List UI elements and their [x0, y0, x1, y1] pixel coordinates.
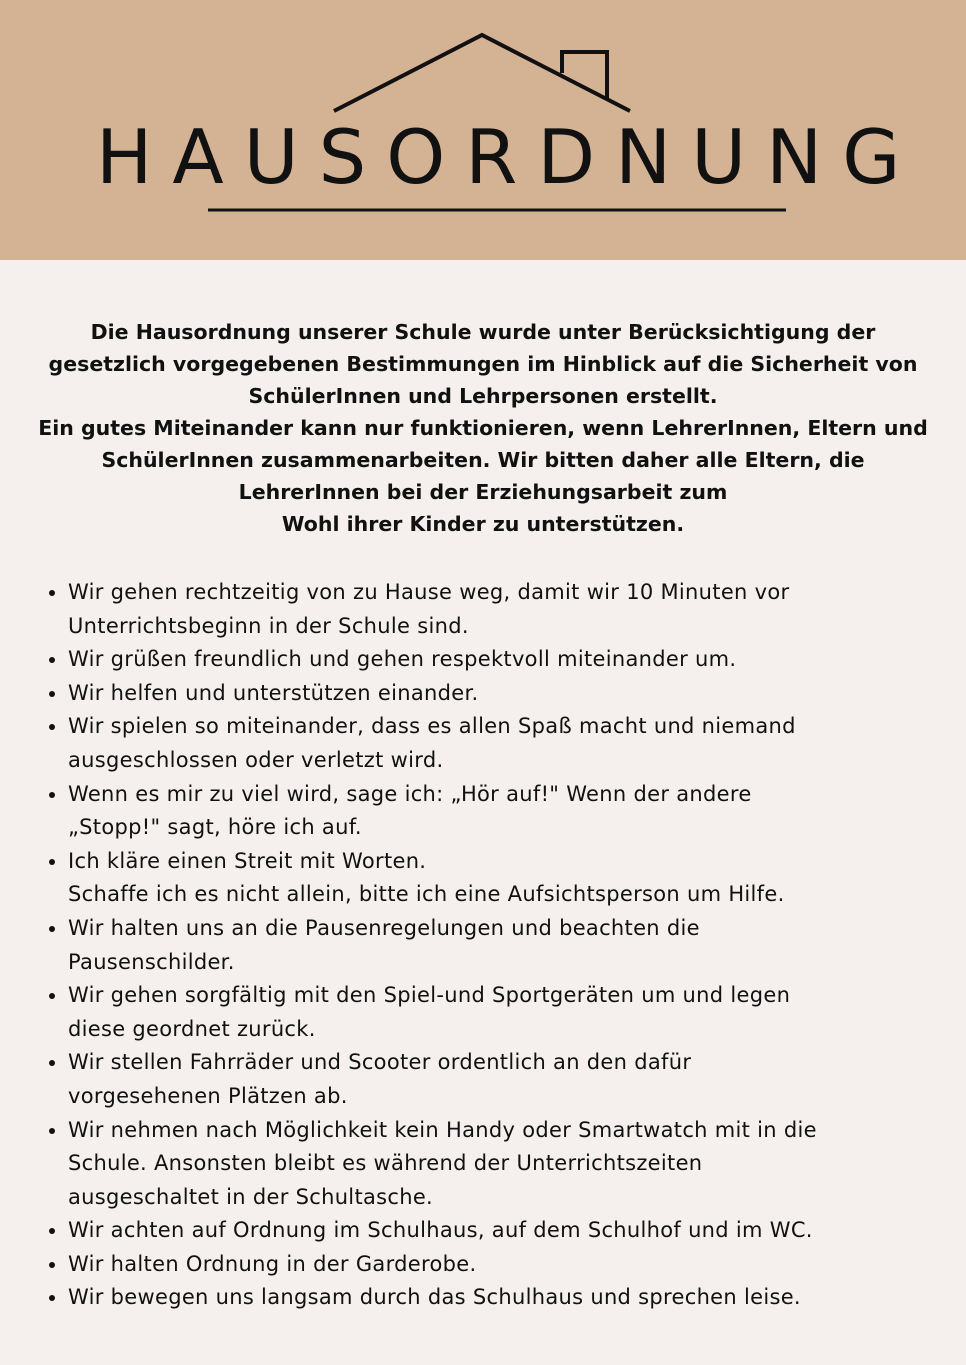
- page-title: HAUSORDNUNG: [96, 113, 921, 201]
- rule-line: • Wir gehen sorgfältig mit den Spiel-und Sportgeräten um und legen: [68, 983, 791, 1008]
- intro-line: SchülerInnen und Lehrpersonen erstellt.: [248, 384, 718, 408]
- rule-line: Schaffe ich es nicht allein, bitte ich eine Aufsichtsperson um Hilfe.: [68, 882, 785, 907]
- rule-item: [68, 1248, 966, 1282]
- rule-line: ausgeschaltet in der Schultasche.: [68, 1184, 434, 1209]
- intro-line: gesetzlich vorgegebenen Bestimmungen im Hinblick auf die Sicherheit von: [48, 352, 918, 376]
- rule-line: • Ich kläre einen Streit mit Worten.: [68, 848, 427, 873]
- rule-line: diese geordnet zurück.: [68, 1016, 316, 1041]
- rule-line: Unterrichtsbeginn in der Schule sind.: [68, 613, 469, 638]
- rule-item: [68, 710, 966, 777]
- intro-line: LehrerInnen bei der Erziehungsarbeit zum: [238, 480, 728, 504]
- rule-line: „Stopp!" sagt, höre ich auf.: [68, 815, 362, 840]
- rule-line: • Wir grüßen freundlich und gehen respektvoll miteinander um.: [68, 647, 737, 672]
- intro-paragraph: [20, 316, 946, 540]
- rule-item: [68, 912, 966, 979]
- rule-line: • Wir gehen rechtzeitig von zu Hause weg, damit wir 10 Minuten vor: [68, 580, 790, 604]
- intro-line: Die Hausordnung unserer Schule wurde unter Berücksichtigung der: [90, 320, 876, 344]
- rules-list: [40, 576, 966, 1315]
- rule-line: ausgeschlossen oder verletzt wird.: [68, 747, 444, 772]
- rule-item: [68, 845, 966, 912]
- rule-item: [68, 1046, 966, 1113]
- rule-item: [68, 643, 966, 677]
- rule-item: [68, 677, 966, 711]
- rule-item: [68, 778, 966, 845]
- rule-item: [68, 1114, 966, 1215]
- rule-item: [68, 1214, 966, 1248]
- rule-line: • Wir helfen und unterstützen einander.: [68, 680, 479, 705]
- rule-item: [68, 1281, 966, 1315]
- header-banner: [0, 0, 966, 260]
- rule-line: • Wir stellen Fahrräder und Scooter ordentlich an den dafür: [68, 1050, 692, 1075]
- rule-line: vorgesehenen Plätzen ab.: [68, 1083, 348, 1108]
- rule-line: • Wir nehmen nach Möglichkeit kein Handy oder Smartwatch mit in die: [68, 1117, 817, 1142]
- intro-line: Wohl ihrer Kinder zu unterstützen.: [281, 512, 685, 536]
- rule-line: Schule. Ansonsten bleibt es während der Unterrichtszeiten: [68, 1151, 703, 1176]
- intro-line: Ein gutes Miteinander kann nur funktionieren, wenn LehrerInnen, Eltern und: [38, 416, 928, 440]
- rule-line: • Wir achten auf Ordnung im Schulhaus, auf dem Schulhof und im WC.: [68, 1218, 813, 1243]
- rule-line: • Wir halten uns an die Pausenregelungen und beachten die: [68, 915, 700, 940]
- rule-line: • Wenn es mir zu viel wird, sage ich: „Hör auf!" Wenn der andere: [68, 781, 752, 806]
- rule-item: [68, 979, 966, 1046]
- rule-line: • Wir halten Ordnung in der Garderobe.: [68, 1251, 477, 1276]
- rule-line: • Wir bewegen uns langsam durch das Schulhaus und sprechen leise.: [68, 1285, 801, 1310]
- rule-line: • Wir spielen so miteinander, dass es allen Spaß macht und niemand: [68, 714, 796, 739]
- intro-line: SchülerInnen zusammenarbeiten. Wir bitten daher alle Eltern, die: [101, 448, 865, 472]
- rule-line: Pausenschilder.: [68, 949, 235, 974]
- rule-item: [68, 576, 966, 643]
